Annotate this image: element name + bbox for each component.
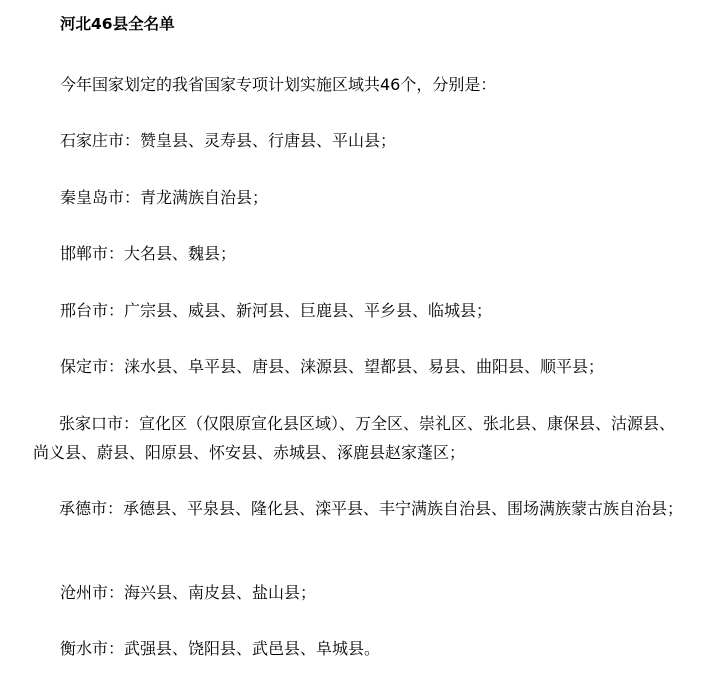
city-item-baoding: 保定市：涞水县、阜平县、唐县、涞源县、望都县、易县、曲阳县、顺平县；: [60, 357, 605, 376]
city-item-chengde: 承德市：承德县、平泉县、隆化县、滦平县、丰宁满族自治县、围场满族蒙古族自治县；: [59, 499, 684, 518]
intro-paragraph: 今年国家划定的我省国家专项计划实施区域共46个，分别是：: [60, 75, 497, 94]
city-item-shijiazhuang: 石家庄市：赞皇县、灵寿县、行唐县、平山县；: [60, 131, 397, 150]
city-item-cangzhou: 沧州市：海兴县、南皮县、盐山县；: [60, 583, 317, 602]
city-item-zhangjiakou: 张家口市：宣化区（仅限原宣化县区域）、万全区、崇礼区、张北县、康保县、沽源县、尚义县、蔚县、阳原县、怀安县、赤城县、涿鹿县赵家蓬区；: [33, 414, 676, 462]
city-item-xingtai: 邢台市：广宗县、威县、新河县、巨鹿县、平乡县、临城县；: [60, 301, 493, 320]
page-title: 河北46县全名单: [60, 15, 175, 33]
city-item-hengshui: 衡水市：武强县、饶阳县、武邑县、阜城县。: [60, 639, 381, 658]
city-item-handan: 邯郸市：大名县、魏县；: [60, 244, 237, 263]
city-item-qinhuangdao: 秦皇岛市：青龙满族自治县；: [60, 188, 269, 207]
